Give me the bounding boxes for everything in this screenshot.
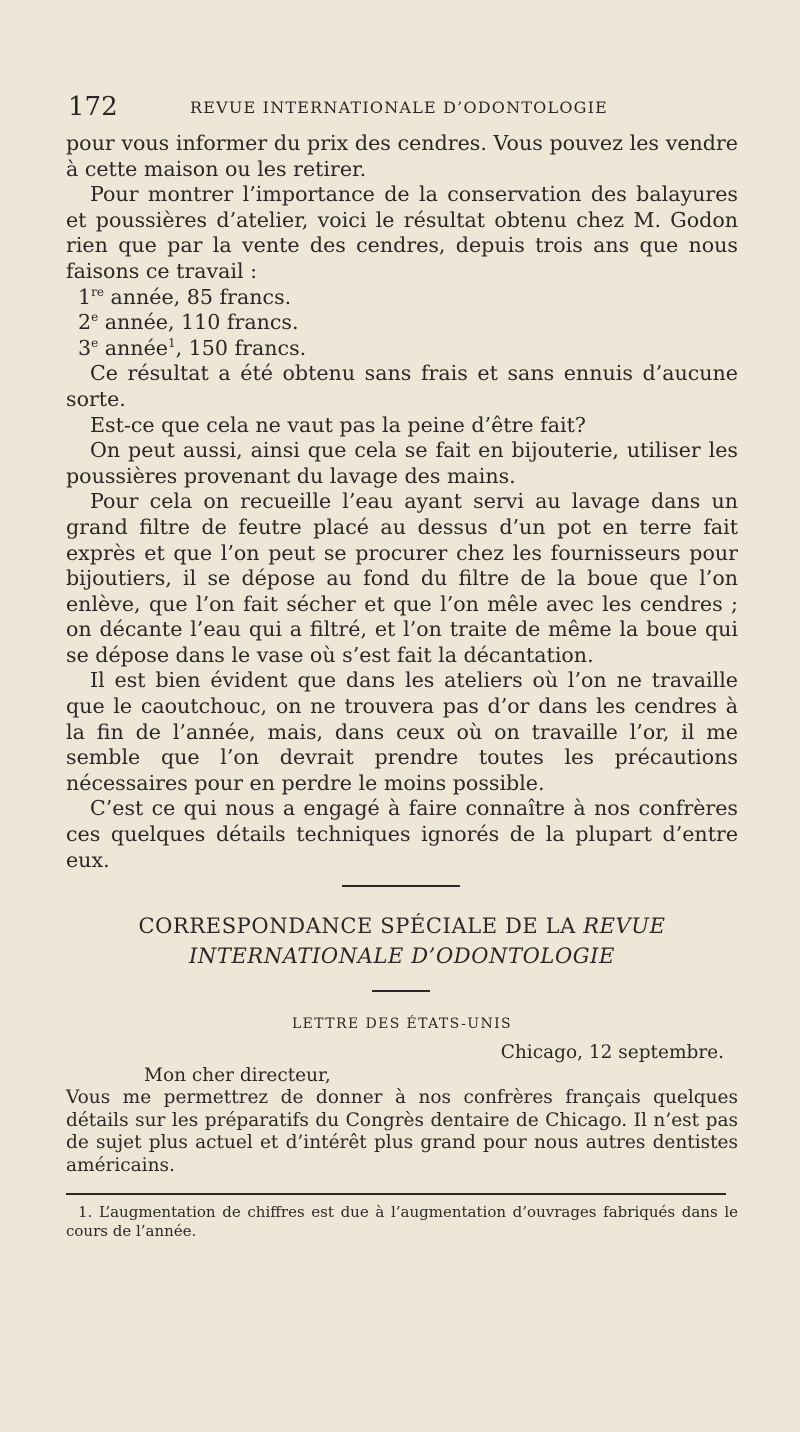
paragraph-result: Ce résultat a été obtenu sans frais et sans ennuis d’aucune sorte. [66, 361, 738, 411]
section-heading: CORRESPONDANCE SPÉCIALE DE LA REVUE INTERNATIONALE D’ODONTOLOGIE [138, 914, 666, 968]
paragraph-hand-washing: On peut aussi, ainsi que cela se fait en bijouterie, utiliser les poussières provenant du lavage des mains. [66, 438, 738, 488]
year-line-3: 3e année$^1$, 150 francs. [78, 335, 307, 360]
paragraph-question: Est-ce que cela ne vaut pas la peine d’être fait? [90, 412, 586, 437]
main-text [66, 131, 738, 873]
letter-dateline: Chicago, 12 septembre. [500, 1042, 724, 1063]
letter-subheading: LETTRE DES ÉTATS-UNIS [291, 1016, 513, 1032]
paragraph-continuation: pour vous informer du prix des cendres. Vous pouvez les vendre à cette maison ou les retirer. [66, 131, 738, 181]
heading-divider [372, 990, 430, 992]
page-header [68, 92, 730, 124]
letter-salutation: Mon cher directeur, [144, 1064, 331, 1086]
journal-title: REVUE INTERNATIONALE D’ODONTOLOGIE [189, 914, 666, 968]
running-title: REVUE INTERNATIONALE D’ODONTOLOGIE [189, 98, 609, 117]
section-divider [342, 885, 460, 887]
paragraph-workshops: Il est bien évident que dans les ateliers où l’on ne travaille que le caoutchouc, on ne trouvera pas d’or dans les cendres à la fin de l’année, mais, dans ceux où on travaille l’or, il me semble que l’on devrait prendre toutes les précautions nécessaires pour en perdre le moins possible. [66, 668, 738, 795]
paragraph-importance: Pour montrer l’importance de la conservation des balayures et poussières d’atelier, voici le résultat obtenu chez M. Godon rien que par la vente des cendres, depuis trois ans que nous faisons ce travail : [66, 182, 738, 283]
page-number: 172 [68, 92, 118, 122]
year-line-2: 2e année, 110 francs. [78, 310, 299, 335]
letter-text [66, 1042, 738, 1177]
paragraph-filter-method: Pour cela on recueille l’eau ayant servi au lavage dans un grand filtre de feutre placé au dessus d’un pot en terre fait exprès et que l’on peut se procurer chez les fournisseurs pour bijoutiers, il se dépose au fond du filtre de la boue que l’on enlève, que l’on fait sécher et que l’on mêle avec les cendres ; on décante l’eau qui a filtré, et l’on traite de même la boue qui se dépose dans le vase où s’est fait la décantation. [66, 489, 738, 667]
letter-paragraph: Vous me permettrez de donner à nos confrères français quelques détails sur les préparatifs du Congrès dentaire de Chicago. Il n’est pas de sujet plus actuel et d’intérêt plus grand pour nous autres dentistes américains. [66, 1087, 738, 1176]
year-line-1: 1re année, 85 francs. [78, 284, 292, 309]
footnote-marker: 1 [167, 335, 176, 350]
footnote-text: 1. L’augmentation de chiffres est due à l’augmentation d’ouvrages fabriqués dans le cours de l’année. [66, 1203, 738, 1240]
footnote [66, 1203, 738, 1240]
paragraph-conclusion: C’est ce qui nous a engagé à faire connaître à nos confrères ces quelques détails techniques ignorés de la plupart d’entre eux. [66, 796, 738, 872]
footnote-rule [66, 1193, 726, 1195]
